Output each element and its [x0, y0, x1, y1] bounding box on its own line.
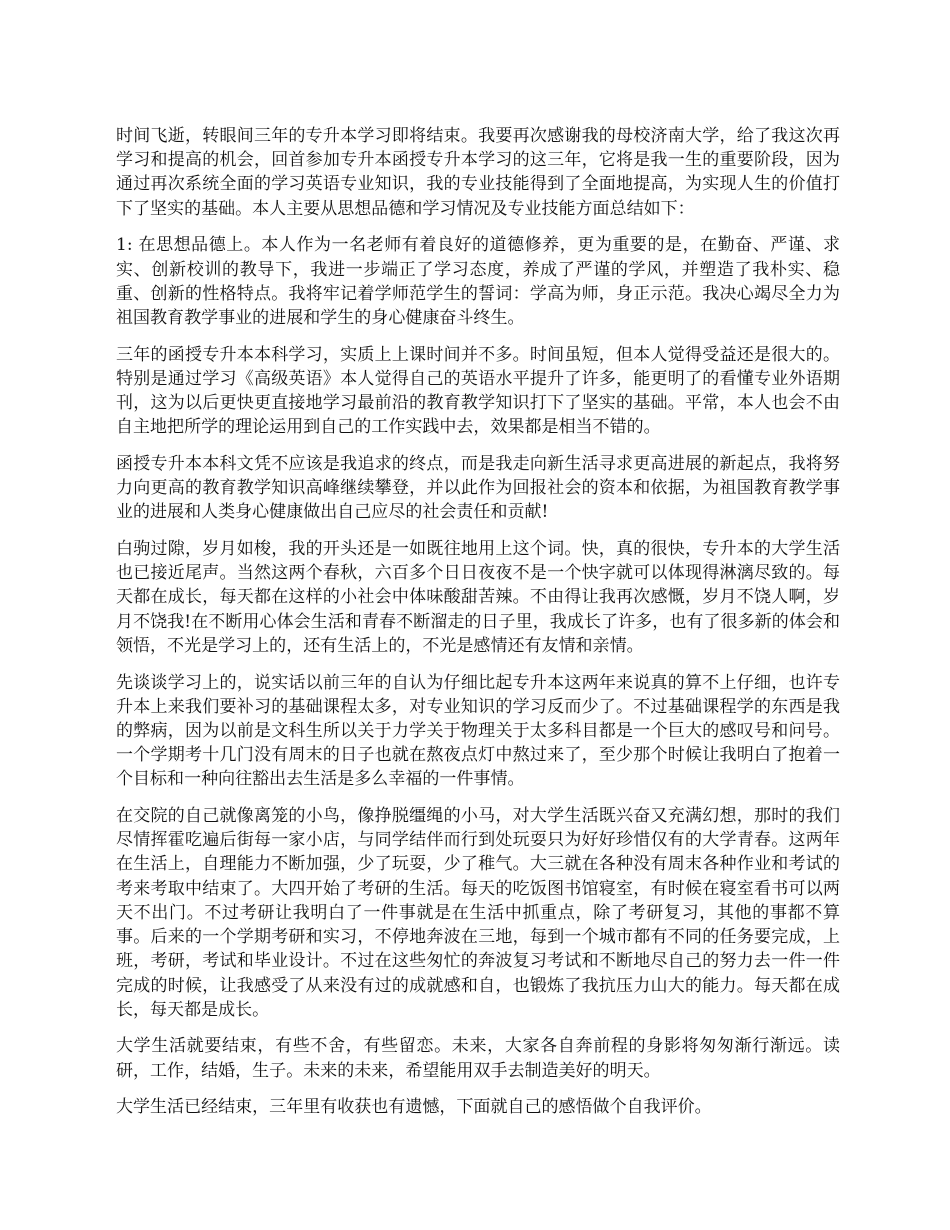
paragraph-intro: 时间飞逝，转眼间三年的专升本学习即将结束。我要再次感谢我的母校济南大学，给了我这次再学习和提高的机会，回首参加专升本函授专升本学习的这三年，它将是我一生的重要阶段，因为通过再次系统全面的学习英语专业知识，我的专业技能得到了全面地提高，为实现人生的价值打下了坚实的基础。本人主要从思想品德和学习情况及专业技能方面总结如下：: [116, 126, 840, 219]
paragraph-study-gains: 三年的函授专升本本科学习，实质上上课时间并不多。时间虽短，但本人觉得受益还是很大的。特别是通过学习《高级英语》本人觉得自己的英语水平提升了许多，能更明了的看懂专业外语期刊，这为以后更快更直接地学习最前沿的教育教学知识打下了坚实的基础。平常，本人也会不由自主地把所学的理论运用到自己的工作实践中去，效果都是相当不错的。: [116, 344, 840, 438]
paragraph-study-review: 先谈谈学习上的，说实话以前三年的自认为仔细比起专升本这两年来说真的算不上仔细，也许专升本上来我们要补习的基础课程太多，对专业知识的学习反而少了。不过基础课程学的东西是我的弊病，因为以前是文科生所以关于力学关于物理关于太多科目都是一个巨大的感叹号和问号。一个学期考十几门没有周末的日子也就在熬夜点灯中熬过来了，至少那个时候让我明白了抱着一个目标和一种向往豁出去生活是多么幸福的一件事情。: [116, 672, 840, 790]
paragraph-farewell: 大学生活就要结束，有些不舍，有些留恋。未来，大家各自奔前程的身影将匆匆渐行渐远。读研，工作，结婚，生子。未来的未来，希望能用双手去制造美好的明天。: [116, 1036, 840, 1081]
paragraph-time-flies: 白驹过隙，岁月如梭，我的开头还是一如既往地用上这个词。快，真的很快，专升本的大学生活也已接近尾声。当然这两个春秋，六百多个日日夜夜不是一个快字就可以体现得淋漓尽致的。每天都在成长，每天都在这样的小社会中体味酸甜苦辣。不由得让我再次感慨，岁月不饶人啊，岁月不饶我!在不断用心体会生活和青春不断溜走的日子里，我成长了许多，也有了很多新的体会和领悟，不光是学习上的，还有生活上的，不光是感情还有友情和亲情。: [116, 539, 840, 656]
paragraph-campus-life: 在交院的自己就像离笼的小鸟，像挣脱缰绳的小马，对大学生活既兴奋又充满幻想，那时的我们尽情挥霍吃遍后街每一家小店，与同学结伴而行到处玩耍只为好好珍惜仅有的大学青春。这两年在生活上，自理能力不断加强，少了玩耍，少了稚气。大三就在各种没有周末各种作业和考试的考来考取中结束了。大四开始了考研的生活。每天的吃饭图书馆寝室，有时候在寝室看书可以两天不出门。不过考研让我明白了一件事就是在生活中抓重点，除了考研复习，其他的事都不算事。后来的一个学期考研和实习，不停地奔波在三地，每到一个城市都有不同的任务要完成，上班，考研，考试和毕业设计。不过在这些匆忙的奔波复习考试和不断地尽自己的努力去一件一件完成的时候，让我感受了从来没有过的成就感和自，也锻炼了我抗压力山大的能力。每天都在成长，每天都是成长。: [116, 806, 840, 1020]
document-body: [116, 124, 840, 1132]
paragraph-moral-character: 1: 在思想品德上。本人作为一名老师有着良好的道德修养，更为重要的是，在勤奋、严谨、求实、创新校训的教导下，我进一步端正了学习态度，养成了严谨的学风，并塑造了我朴实、稳重、创新的性格特点。我将牢记着学师范学生的誓词：学高为师，身正示范。我决心竭尽全力为祖国教育教学事业的进展和学生的身心健康奋斗终生。: [116, 235, 840, 328]
paragraph-new-starting-point: 函授专升本本科文凭不应该是我追求的终点，而是我走向新生活寻求更高进展的新起点，我将努力向更高的教育教学知识高峰继续攀登，并以此作为回报社会的资本和依据，为祖国教育教学事业的进展和人类身心健康做出自己应尽的社会责任和贡献!: [116, 453, 840, 523]
paragraph-conclusion: 大学生活已经结束，三年里有收获也有遗憾，下面就自己的感悟做个自我评价。: [116, 1097, 712, 1118]
